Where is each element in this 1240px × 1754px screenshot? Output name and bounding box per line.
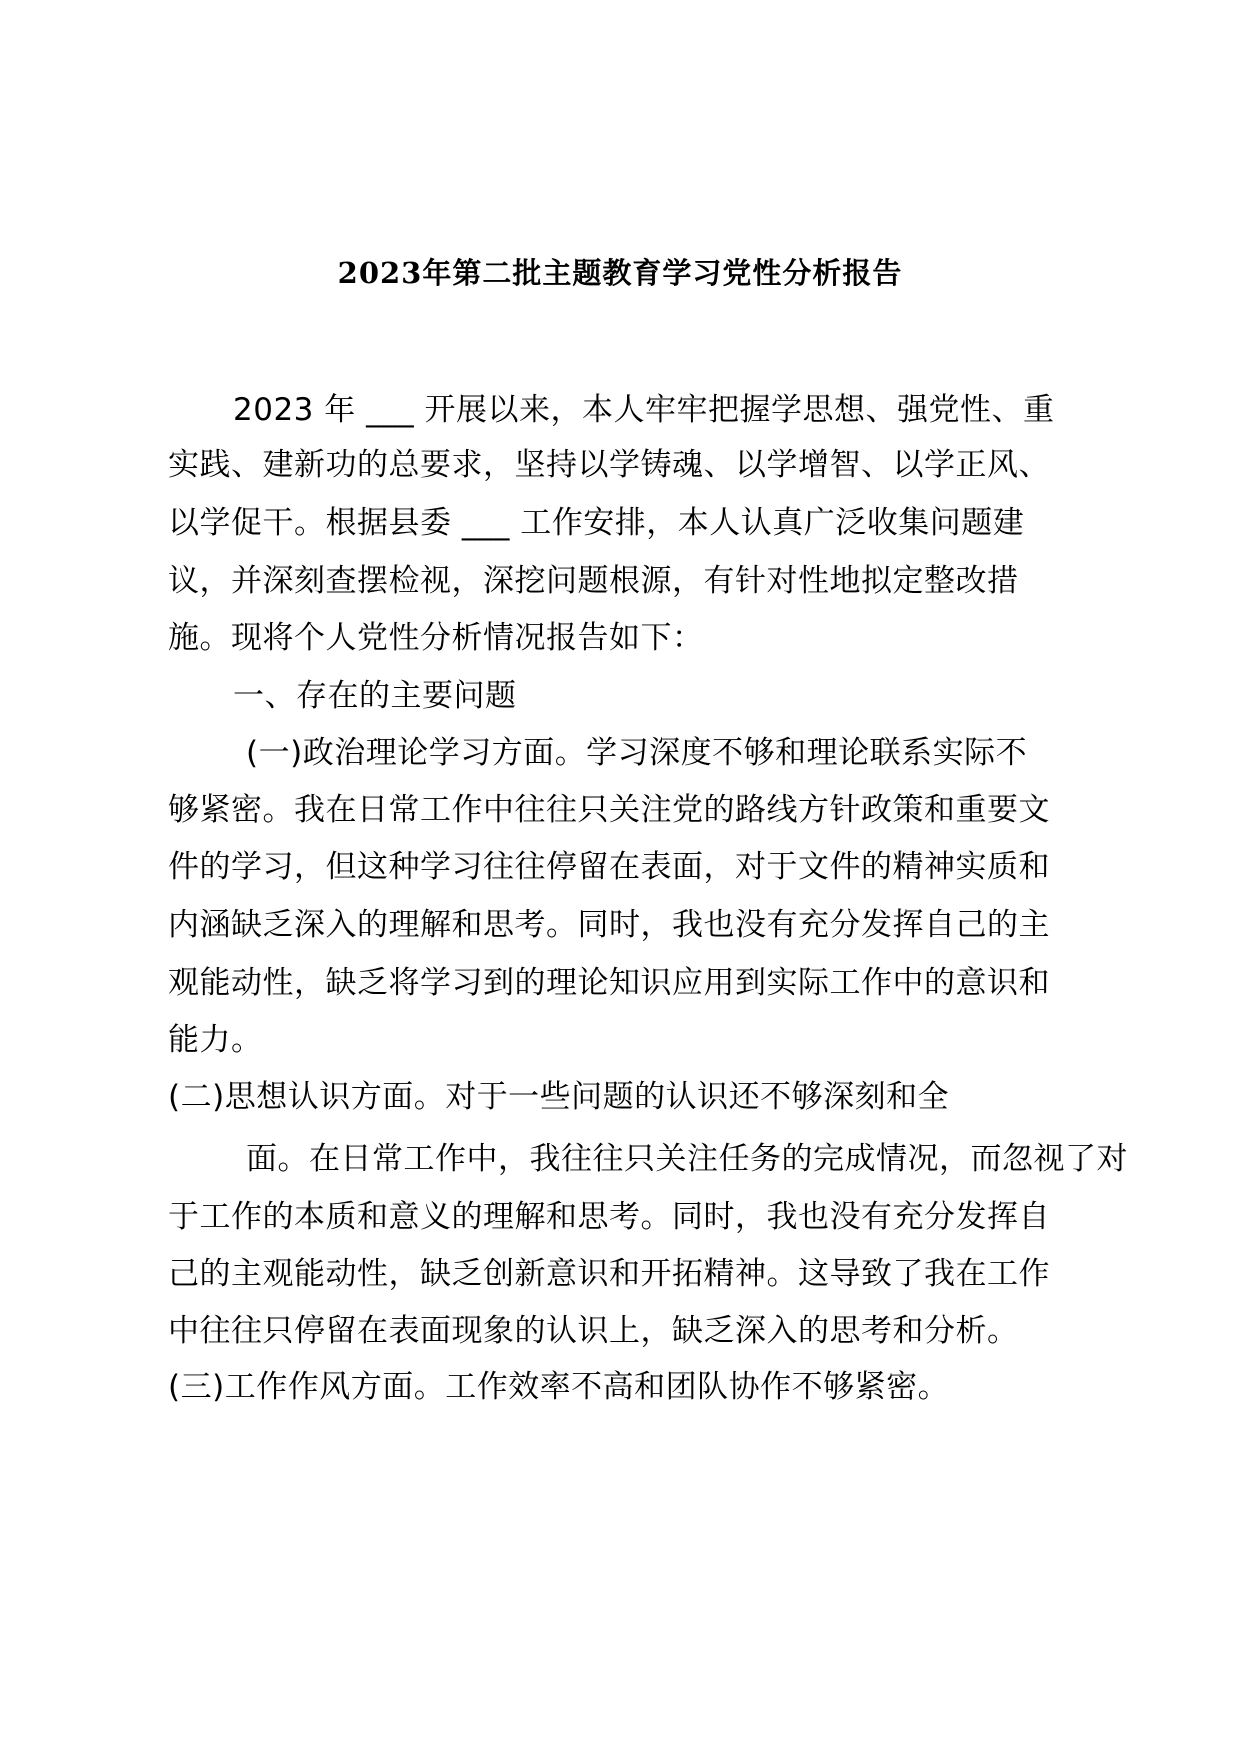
document-title: 2023年第二批主题教育学习党性分析报告 [337, 256, 903, 290]
section-heading: 一、存在的主要问题 [233, 678, 517, 714]
intro-line-1: 2023 年 ___ 开展以来，本人牢牢把握学思想、强党性、重 [233, 392, 1055, 428]
intro-line-4: 议，并深刻查摆检视，深挖问题根源，有针对性地拟定整改措 [168, 563, 1019, 599]
intro-line-2: 实践、建新功的总要求，坚持以学铸魂、以学增智、以学正风、 [168, 447, 1050, 483]
point-1-line-1: (一)政治理论学习方面。学习深度不够和理论联系实际不 [246, 735, 1028, 771]
point-2-line-3: 于工作的本质和意义的理解和思考。同时，我也没有充分发挥自 [168, 1199, 1050, 1235]
point-1-line-2: 够紧密。我在日常工作中往往只关注党的路线方针政策和重要文 [168, 792, 1050, 828]
point-2-line-5: 中往往只停留在表面现象的认识上，缺乏深入的思考和分析。 [168, 1313, 1019, 1349]
point-2-line-2: 面。在日常工作中，我往往只关注任务的完成情况，而忽视了对 [246, 1141, 1128, 1177]
intro-line-3: 以学促干。根据县委 ___ 工作安排，本人认真广泛收集问题建 [168, 505, 1025, 541]
point-1-line-4: 内涵缺乏深入的理解和思考。同时，我也没有充分发挥自己的主 [168, 907, 1050, 943]
point-1-line-5: 观能动性，缺乏将学习到的理论知识应用到实际工作中的意识和 [168, 965, 1050, 1001]
point-1-line-3: 件的学习，但这种学习往往停留在表面，对于文件的精神实质和 [168, 849, 1050, 885]
point-1-line-6: 能力。 [168, 1022, 263, 1058]
point-2-line-1: (二)思想认识方面。对于一些问题的认识还不够深刻和全 [168, 1079, 950, 1115]
point-3-line-1: (三)工作作风方面。工作效率不高和团队协作不够紧密。 [168, 1369, 950, 1405]
intro-line-5: 施。现将个人党性分析情况报告如下： [168, 620, 704, 656]
point-2-line-4: 己的主观能动性，缺乏创新意识和开拓精神。这导致了我在工作 [168, 1256, 1050, 1292]
